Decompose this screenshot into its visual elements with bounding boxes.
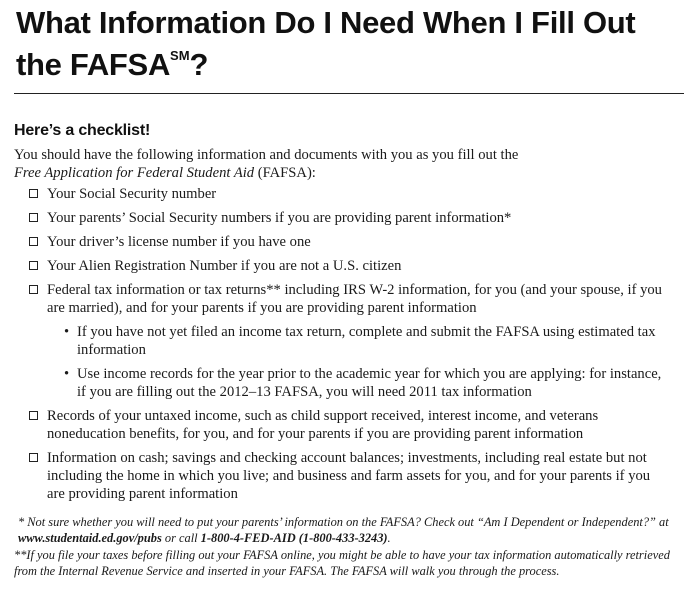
- checklist-item-label: Your parents’ Social Security numbers if you are providing parent information*: [47, 210, 512, 226]
- footnote-text-end: .: [387, 531, 391, 545]
- page-title: [16, 6, 676, 81]
- tax-subitem-label: If you have not yet filed an income tax return, complete and submit the FAFSA using estimated tax information: [77, 324, 656, 358]
- checkbox-icon: [29, 237, 38, 246]
- title-divider: [14, 93, 684, 94]
- checklist-item-ssn: [27, 185, 667, 203]
- tax-subitem: [63, 323, 667, 359]
- bullet-icon: •: [64, 366, 70, 382]
- intro-text-end: (FAFSA):: [254, 165, 316, 181]
- checkbox-icon: [29, 261, 38, 270]
- pubs-link[interactable]: www.studentaid.ed.gov/pubs: [18, 531, 162, 545]
- checklist-item-alien-number: [27, 257, 667, 275]
- checklist-item-label: Your Alien Registration Number if you are not a U.S. citizen: [47, 258, 402, 274]
- tax-subitem-label: Use income records for the year prior to the academic year for which you are applying: for instance, if you are filling out the 2012–13 FAFSA, you will need 2011 tax information: [77, 366, 662, 400]
- service-mark: SM: [170, 48, 190, 63]
- bullet-icon: •: [64, 324, 70, 340]
- title-line-1: What Information Do I Need When I Fill Out: [16, 5, 636, 40]
- checklist-item-assets: [27, 449, 667, 503]
- checkbox-icon: [29, 411, 38, 420]
- checkbox-icon: [29, 213, 38, 222]
- intro-paragraph: [14, 146, 674, 182]
- checklist-item-label: Information on cash; savings and checking account balances; investments, including real estate but not including the home in which you live; and business and farm assets for you, and for your parents if you are providing parent information: [47, 450, 651, 502]
- checkbox-icon: [29, 453, 38, 462]
- checkbox-icon: [29, 189, 38, 198]
- intro-text: You should have the following information and documents with you as you fill out the: [14, 147, 519, 163]
- checklist-item-tax-info: [27, 281, 667, 401]
- checklist-item-label: Your driver’s license number if you have one: [47, 234, 311, 250]
- checklist-heading: Here’s a checklist!: [14, 122, 151, 139]
- checklist-item-parent-ssn: [27, 209, 667, 227]
- checklist: [27, 185, 667, 509]
- footnote-tax-retrieval: **If you file your taxes before filling out your FAFSA online, you might be able to have your tax information automatically retrieved from the Internal Revenue Service and inserted in your FAFSA. The FAFSA will walk you through the process.: [14, 548, 670, 578]
- footnote-text: * Not sure whether you will need to put your parents’ information on the FAFSA? Check out “Am I Dependent or Independent?” at: [18, 515, 669, 529]
- phone-number: 1-800-4-FED-AID (1-800-433-3243): [200, 531, 388, 545]
- title-fafsa: the FAFSA: [16, 47, 171, 82]
- title-line-2: [16, 39, 676, 81]
- footnote-dependency: [18, 514, 688, 546]
- form-name: Free Application for Federal Student Aid: [14, 165, 255, 181]
- checklist-item-label: Records of your untaxed income, such as child support received, interest income, and veterans noneducation benefits, for you, and for your parents if you are providing parent information: [47, 408, 599, 442]
- checklist-item-untaxed-income: [27, 407, 667, 443]
- checklist-item-label: Your Social Security number: [47, 186, 217, 202]
- checklist-item-license: [27, 233, 667, 251]
- title-question-mark: ?: [189, 47, 209, 82]
- checklist-item-label: Federal tax information or tax returns** including IRS W-2 information, for you (and your spouse, if you are married), and for your parents if you are providing parent information: [47, 282, 662, 316]
- footnote-text-middle: or call: [161, 531, 201, 545]
- checkbox-icon: [29, 285, 38, 294]
- tax-subitem: [63, 365, 667, 401]
